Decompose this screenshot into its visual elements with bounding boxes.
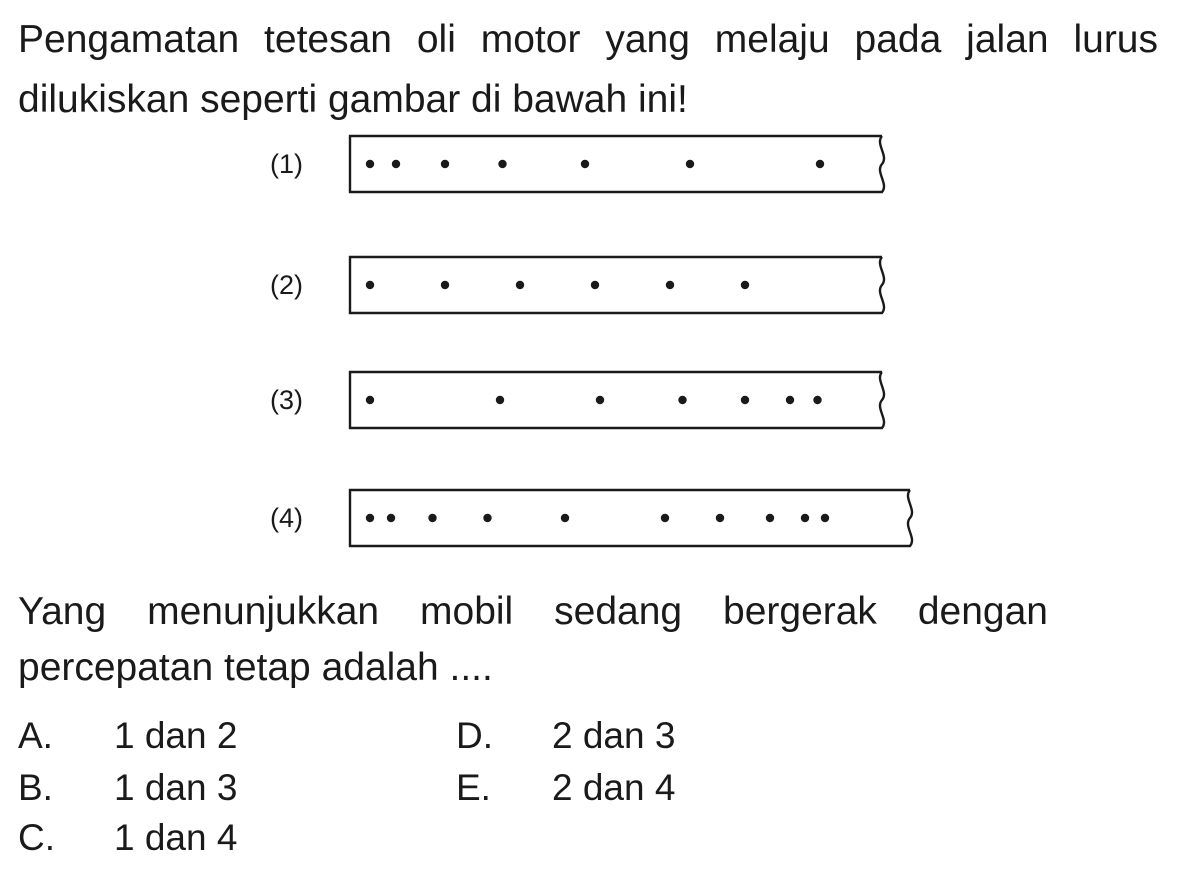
option-d[interactable] xyxy=(456,716,675,756)
oil-drop-dot xyxy=(498,160,506,168)
oil-drop-dot xyxy=(387,514,395,522)
oil-drop-dot xyxy=(561,514,569,522)
option-c[interactable] xyxy=(18,818,237,858)
question-text: Pengamatan tetesan oli motor yang melaju pada jalan lurus dilukiskan seperti gambar di bawah ini! xyxy=(18,18,1158,121)
oil-drop-dot xyxy=(716,514,724,522)
oil-drop-dot xyxy=(813,396,821,404)
option-text: 1 dan 4 xyxy=(114,817,238,858)
oil-drop-dot xyxy=(366,160,374,168)
oil-drop-dot xyxy=(821,514,829,522)
option-letter: A. xyxy=(18,715,53,756)
oil-drop-dot xyxy=(661,514,669,522)
strip-label-3: (3) xyxy=(270,385,303,415)
tape-strip-2 xyxy=(350,257,884,313)
tape-strip-1 xyxy=(350,136,884,192)
oil-drop-dot xyxy=(392,160,400,168)
oil-drop-dot xyxy=(786,396,794,404)
oil-drop-dot xyxy=(516,281,524,289)
option-text: 2 dan 4 xyxy=(552,767,676,808)
tape-strip-4 xyxy=(350,490,912,546)
option-letter: C. xyxy=(18,817,55,858)
option-e[interactable] xyxy=(456,768,675,808)
oil-drop-dot xyxy=(581,160,589,168)
oil-drop-dot xyxy=(741,396,749,404)
option-b[interactable] xyxy=(18,768,237,808)
oil-drop-dot xyxy=(801,514,809,522)
oil-drop-dot xyxy=(428,514,436,522)
oil-drop-dot xyxy=(591,281,599,289)
oil-drop-dot xyxy=(741,281,749,289)
oil-drop-dot xyxy=(441,160,449,168)
strip-label-2: (2) xyxy=(270,270,303,300)
strip-label-4: (4) xyxy=(270,503,303,533)
oil-drop-dot xyxy=(483,514,491,522)
option-letter: D. xyxy=(456,715,493,756)
oil-drop-dot xyxy=(366,514,374,522)
oil-drop-dot xyxy=(686,160,694,168)
ticker-tape-strips xyxy=(350,136,912,546)
oil-drop-dot xyxy=(666,281,674,289)
oil-drop-dot xyxy=(766,514,774,522)
prompt-text: Yang menunjukkan mobil sedang bergerak dengan percepatan tetap adalah .... xyxy=(18,590,1048,689)
oil-drop-dot xyxy=(678,396,686,404)
oil-drop-dot xyxy=(366,281,374,289)
oil-drop-dot xyxy=(496,396,504,404)
oil-drop-dot xyxy=(816,160,824,168)
option-text: 1 dan 2 xyxy=(114,715,238,756)
oil-drop-dot xyxy=(366,396,374,404)
tape-strip-3 xyxy=(350,372,884,428)
option-text: 2 dan 3 xyxy=(552,715,676,756)
option-text: 1 dan 3 xyxy=(114,767,238,808)
option-letter: E. xyxy=(456,767,491,808)
oil-drop-dot xyxy=(596,396,604,404)
oil-drop-dot xyxy=(441,281,449,289)
strip-label-1: (1) xyxy=(270,149,303,179)
option-letter: B. xyxy=(18,767,53,808)
option-a[interactable] xyxy=(18,716,237,756)
